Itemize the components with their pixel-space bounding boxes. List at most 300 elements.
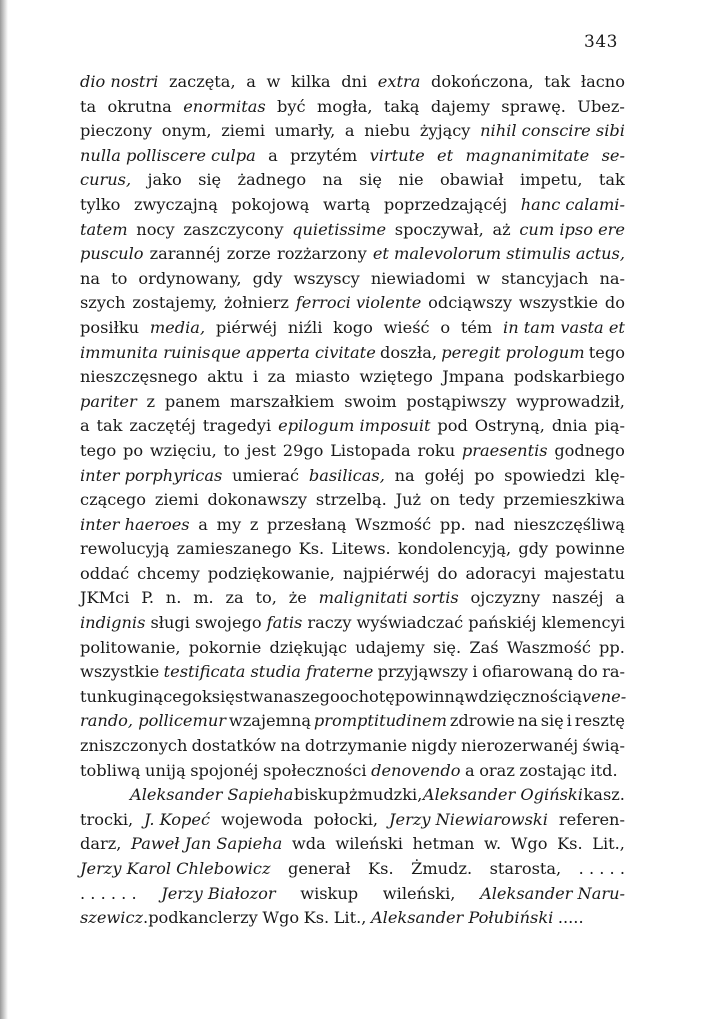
word: do	[437, 563, 458, 583]
word: kondolencyją,	[397, 539, 512, 559]
word: swoim	[344, 391, 397, 411]
italic-word: peregit prologum	[441, 342, 585, 362]
word: wzięciu,	[149, 440, 217, 460]
word: przyjąwszy	[377, 662, 468, 682]
italic-word: media,	[149, 317, 206, 337]
italic-word: indignis	[80, 613, 146, 633]
word: być	[277, 96, 306, 116]
italic-word: basilicas,	[308, 465, 385, 485]
word: ordynowany,	[138, 268, 242, 288]
word: jest	[246, 440, 276, 460]
italic-word: ferroci violente	[295, 293, 422, 313]
word: spowiedzi	[504, 465, 586, 485]
word: kogo	[333, 317, 373, 337]
text-line	[80, 95, 625, 120]
word: . . . . .	[578, 859, 625, 878]
word: powinną	[394, 686, 465, 706]
word: na-	[599, 268, 625, 288]
text-line	[80, 832, 625, 857]
word: o	[440, 317, 451, 337]
word: pod	[437, 416, 468, 436]
italic-word: et	[437, 145, 454, 165]
text-line	[80, 365, 625, 390]
word: . . . . . .	[80, 883, 137, 903]
word: Wszmość	[355, 514, 432, 534]
word: udajemy	[355, 637, 425, 657]
italic-word: fatis	[266, 613, 303, 633]
italic-word: virtute	[369, 145, 425, 165]
word: klę-	[594, 465, 625, 485]
italic-word: J. Kopeć	[144, 809, 211, 829]
word: Ostryną,	[474, 416, 545, 436]
word: a	[465, 760, 475, 780]
word: wileński	[335, 834, 403, 854]
word: majestatu	[543, 563, 625, 583]
italic-word: Paweł Jan Sapieha	[131, 834, 283, 854]
word: Ks.	[368, 859, 394, 878]
word: itd.	[590, 760, 618, 780]
word: aktu	[207, 367, 244, 387]
word: nierozerwanéj	[461, 736, 579, 756]
word: czącego	[80, 490, 146, 510]
word: kilka	[290, 72, 331, 91]
word: pią-	[594, 416, 625, 436]
word: naszéj	[551, 588, 604, 608]
word: Ks.	[557, 834, 583, 854]
word: żadnego	[237, 170, 307, 190]
italic-word: Jerzy Białozor	[161, 883, 276, 903]
italic-word: Jerzy Karol Chlebowicz	[80, 859, 271, 878]
word: gołéj	[424, 465, 465, 485]
italic-word: szewicz	[80, 908, 144, 928]
word: P.	[141, 588, 154, 608]
word: miasto	[295, 367, 351, 387]
word: dziękując	[269, 637, 348, 657]
word: niźli	[287, 317, 323, 337]
word: po	[474, 465, 495, 485]
word: wojewoda	[221, 809, 303, 829]
word: ojczyzny	[470, 588, 541, 608]
word: klemencyi	[541, 613, 625, 633]
word: zwyczajną	[133, 194, 218, 214]
word: zorze	[226, 244, 271, 264]
word: rozżarzony	[276, 244, 367, 264]
word: łacno	[580, 72, 625, 91]
text-line	[80, 709, 625, 734]
word: 29go	[282, 440, 324, 460]
word: biskup	[293, 785, 349, 805]
italic-word: immunita ruinisque apperta civitate	[80, 342, 376, 362]
italic-word: magnanimitate	[465, 145, 590, 165]
body-text	[80, 70, 625, 931]
word: piérwéj	[215, 317, 278, 337]
word: JKMci	[80, 588, 130, 608]
word: zostajemy,	[132, 293, 218, 313]
word: starosta,	[489, 859, 562, 878]
text-line	[80, 537, 625, 562]
italic-word: pariter	[80, 391, 137, 411]
word: gdy	[518, 539, 549, 559]
word: wzajemną	[228, 711, 311, 731]
word: nad	[474, 514, 505, 534]
word: szych	[80, 293, 126, 313]
text-line	[80, 70, 625, 95]
word: Lit.,	[592, 834, 625, 854]
italic-word: se-	[601, 145, 625, 165]
text-line	[80, 414, 625, 439]
word: sługi	[150, 613, 190, 633]
word: zaczętéj	[129, 416, 196, 436]
italic-word: inter porphyricas	[80, 465, 223, 485]
italic-word: nulla polliscere culpa	[80, 145, 256, 165]
word: a	[198, 514, 208, 534]
word: się	[358, 170, 383, 190]
word: kasz.	[583, 785, 625, 805]
word: a	[615, 588, 625, 608]
word: niewiadomi	[370, 268, 466, 288]
word: oraz	[479, 760, 515, 780]
italic-word: praesentis	[461, 440, 548, 460]
word: powinne	[555, 539, 625, 559]
text-line	[80, 439, 625, 464]
word: do	[604, 293, 625, 313]
word: postąpiwszy	[406, 391, 507, 411]
text-line	[80, 808, 625, 833]
italic-word: malignitati sortis	[318, 588, 459, 608]
text-line	[80, 685, 625, 710]
italic-word: Aleksander Ogiński	[422, 785, 583, 805]
word: przesłaną	[267, 514, 347, 534]
word: a	[268, 145, 278, 165]
word: jako	[147, 170, 182, 190]
word: to,	[255, 588, 277, 608]
word: w	[266, 72, 281, 91]
word: na	[322, 170, 343, 190]
word: pokojową	[231, 194, 310, 214]
word: przytém	[290, 145, 358, 165]
word: połocki,	[313, 809, 379, 829]
word: najpiérwéj	[342, 563, 430, 583]
word: wziętego	[359, 367, 433, 387]
word: tylko	[80, 194, 121, 214]
word: generał	[287, 859, 351, 878]
word: na	[517, 711, 538, 731]
word: wartą	[322, 194, 371, 214]
word: mogła,	[316, 96, 373, 116]
word: tobliwą	[80, 760, 141, 780]
word: nigdy	[411, 736, 457, 756]
word: pp.	[599, 637, 625, 657]
italic-word: epilogum imposuit	[278, 416, 431, 436]
italic-word: denovendo	[371, 760, 461, 780]
word: tedy	[458, 490, 495, 510]
word: przemieszkiwa	[503, 490, 625, 510]
word: i	[472, 662, 478, 682]
word: wszystkie	[518, 293, 599, 313]
word: się.	[432, 637, 462, 657]
word: świą-	[582, 736, 625, 756]
word: spojonéj	[190, 760, 259, 780]
text-line	[80, 316, 625, 341]
word: n.	[165, 588, 182, 608]
word: wyprowadził,	[516, 391, 625, 411]
italic-word: pusculo	[80, 244, 144, 264]
word: roku	[417, 440, 456, 460]
word: wileński,	[382, 883, 456, 903]
word: referen-	[558, 809, 625, 829]
text-line	[80, 562, 625, 587]
word: umierać	[232, 465, 300, 485]
text-line	[80, 783, 625, 808]
page-number: 343	[584, 32, 618, 52]
word: dni	[341, 72, 368, 91]
word: sprawę.	[501, 96, 566, 116]
word: onym,	[161, 121, 212, 141]
text-line	[80, 906, 625, 931]
text-line	[80, 734, 625, 759]
italic-word: enormitas	[183, 96, 266, 116]
word: rewolucyją	[80, 539, 170, 559]
word: żmudzki,	[349, 785, 423, 805]
word: hetman	[412, 834, 475, 854]
word: dotrzymanie	[304, 736, 408, 756]
word: strzelbą.	[315, 490, 387, 510]
word: impetu,	[520, 170, 583, 190]
word: nieszczęśliwą	[513, 514, 625, 534]
word: oddać	[80, 563, 130, 583]
word: ziemi	[221, 121, 265, 141]
word: on	[429, 490, 451, 510]
word: nie	[398, 170, 424, 190]
word: a	[246, 72, 256, 91]
word: zostając	[519, 760, 586, 780]
word: nieszczęsnego	[80, 367, 198, 387]
word: adoracyi	[465, 563, 536, 583]
word: gdy	[252, 268, 283, 288]
word: tragedyi	[202, 416, 272, 436]
word: że	[288, 588, 307, 608]
text-line	[80, 882, 625, 907]
text-line	[80, 291, 625, 316]
word: do	[577, 662, 598, 682]
word: stancyjach	[501, 268, 589, 288]
word: a	[344, 121, 355, 141]
word: niebu	[364, 121, 411, 141]
word: dostatków	[191, 736, 277, 756]
word: raczy	[307, 613, 352, 633]
word: społeczności	[263, 760, 367, 780]
word: to	[223, 440, 240, 460]
word: się	[540, 711, 564, 731]
word: na	[80, 268, 101, 288]
word: Wgo	[262, 908, 300, 928]
word: Ks.	[303, 908, 330, 928]
word: taką	[383, 96, 420, 116]
word: chcemy	[137, 563, 200, 583]
word: Zaś	[469, 637, 499, 657]
word: wieść	[383, 317, 430, 337]
word: wda	[291, 834, 326, 854]
word: Litews.	[331, 539, 391, 559]
text-line	[80, 193, 625, 218]
word: wyświadczać	[356, 613, 464, 633]
text-line	[80, 341, 625, 366]
word: Już	[395, 490, 422, 510]
word: Listopada	[330, 440, 411, 460]
page-binding-edge	[0, 0, 8, 1019]
text-line	[80, 390, 625, 415]
text-line	[80, 144, 625, 169]
word: Wgo	[510, 834, 548, 854]
word: resztę	[574, 711, 625, 731]
word: obawiał	[439, 170, 504, 190]
word: w.	[484, 834, 502, 854]
word: pp.	[439, 514, 466, 534]
word: z	[146, 391, 156, 411]
word: Ubez-	[577, 96, 625, 116]
word: poprzedzającéj	[383, 194, 508, 214]
text-line	[80, 660, 625, 685]
word: ra-	[602, 662, 625, 682]
word: tak	[544, 72, 571, 91]
word: zamieszanego	[176, 539, 292, 559]
word: podskarbiego	[513, 367, 625, 387]
word: na	[394, 465, 415, 485]
word: tunku	[80, 686, 128, 706]
italic-word: cum ipso ere	[519, 219, 625, 239]
word: i	[252, 367, 259, 387]
italic-word: et malevolorum stimulis actus,	[372, 244, 625, 264]
word: zdrowie	[449, 711, 515, 731]
word: wdzięcznością	[464, 686, 582, 706]
word: to	[111, 268, 128, 288]
word: zaczęta,	[168, 72, 236, 91]
word: my	[216, 514, 242, 534]
word: w	[476, 268, 491, 288]
word: zaszczycony	[183, 219, 284, 239]
word: dokończona,	[430, 72, 534, 91]
italic-word: promptitudinem	[313, 711, 447, 731]
italic-word: testificata studia fraterne	[163, 662, 374, 682]
text-line	[80, 242, 625, 267]
text-line	[80, 488, 625, 513]
italic-word: curus,	[80, 170, 132, 190]
italic-word: inter haeroes	[80, 514, 190, 534]
text-line	[80, 636, 625, 661]
word: Ks.	[298, 539, 325, 559]
word: żołnierz	[223, 293, 289, 313]
word: aż	[492, 219, 511, 239]
word: odciąwszy	[428, 293, 512, 313]
word: swojego	[195, 613, 262, 633]
word: ochotę	[339, 686, 395, 706]
word: nocy	[136, 219, 175, 239]
text-line	[80, 464, 625, 489]
word: z	[249, 514, 259, 534]
word: dokonawszy	[207, 490, 308, 510]
word-group	[80, 906, 258, 931]
italic-word: quietissime	[292, 219, 387, 239]
text-line	[80, 759, 625, 784]
word: .....	[557, 908, 584, 928]
word: ofiarowaną	[481, 662, 574, 682]
italic-word: in tam vasta et	[503, 317, 625, 337]
word: dnia	[551, 416, 588, 436]
word: godnego	[554, 440, 625, 460]
word: wiskup	[300, 883, 359, 903]
word: politowanie,	[80, 637, 181, 657]
italic-word: tatem	[80, 219, 128, 239]
word: tak	[96, 416, 123, 436]
text-line	[80, 168, 625, 193]
word: naszego	[273, 686, 340, 706]
italic-word: Aleksander Sapieha	[130, 785, 294, 805]
italic-word: dio nostri	[80, 72, 159, 91]
text-line	[80, 218, 625, 243]
word: za	[225, 588, 244, 608]
word: Waszmość	[506, 637, 591, 657]
word: doszła,	[380, 342, 437, 362]
italic-word: extra	[377, 72, 421, 91]
word: się	[198, 170, 222, 190]
text-line	[80, 267, 625, 292]
word: wszystkie	[80, 662, 160, 682]
italic-word: Aleksander Połubiński	[370, 908, 554, 928]
word: za	[267, 367, 286, 387]
word: Żmudz.	[411, 859, 473, 878]
word: Jmpana	[442, 367, 505, 387]
word: pieczony	[80, 121, 153, 141]
word: i	[566, 711, 572, 731]
word: tém	[460, 317, 493, 337]
word: podziękowanie,	[207, 563, 335, 583]
word: ta	[80, 96, 97, 116]
italic-word: nihil conscire sibi	[480, 121, 625, 141]
word: uniją	[145, 760, 186, 780]
word: pańskiéj	[468, 613, 537, 633]
word: ginącego	[127, 686, 202, 706]
word: a	[80, 416, 90, 436]
word: darz,	[80, 834, 122, 854]
word: .podkanclerzy	[143, 908, 258, 928]
word: okrutna	[107, 96, 172, 116]
word: spoczywał,	[394, 219, 484, 239]
italic-word: hanc calami-	[520, 194, 625, 214]
word: panem	[164, 391, 221, 411]
word: księstwa	[201, 686, 274, 706]
italic-word: Aleksander Naru-	[480, 883, 625, 903]
text-line	[80, 857, 625, 882]
word: m.	[193, 588, 214, 608]
text-line	[80, 586, 625, 611]
word: zniszczonych	[80, 736, 188, 756]
word: wszyscy	[293, 268, 360, 288]
word: tak	[598, 170, 625, 190]
word: trocki,	[80, 809, 134, 829]
word: po	[122, 440, 144, 460]
italic-word: vene-	[582, 686, 627, 706]
word: Lit.,	[333, 908, 367, 928]
word: zarannéj	[149, 244, 221, 264]
word: na	[280, 736, 301, 756]
word: pokornie	[188, 637, 262, 657]
word: umarły,	[274, 121, 336, 141]
word: dajemy	[430, 96, 490, 116]
word: posiłku	[80, 317, 140, 337]
italic-word: rando, pollicemur	[80, 711, 227, 731]
word: tego	[588, 342, 625, 362]
word: marszałkiem	[230, 391, 335, 411]
